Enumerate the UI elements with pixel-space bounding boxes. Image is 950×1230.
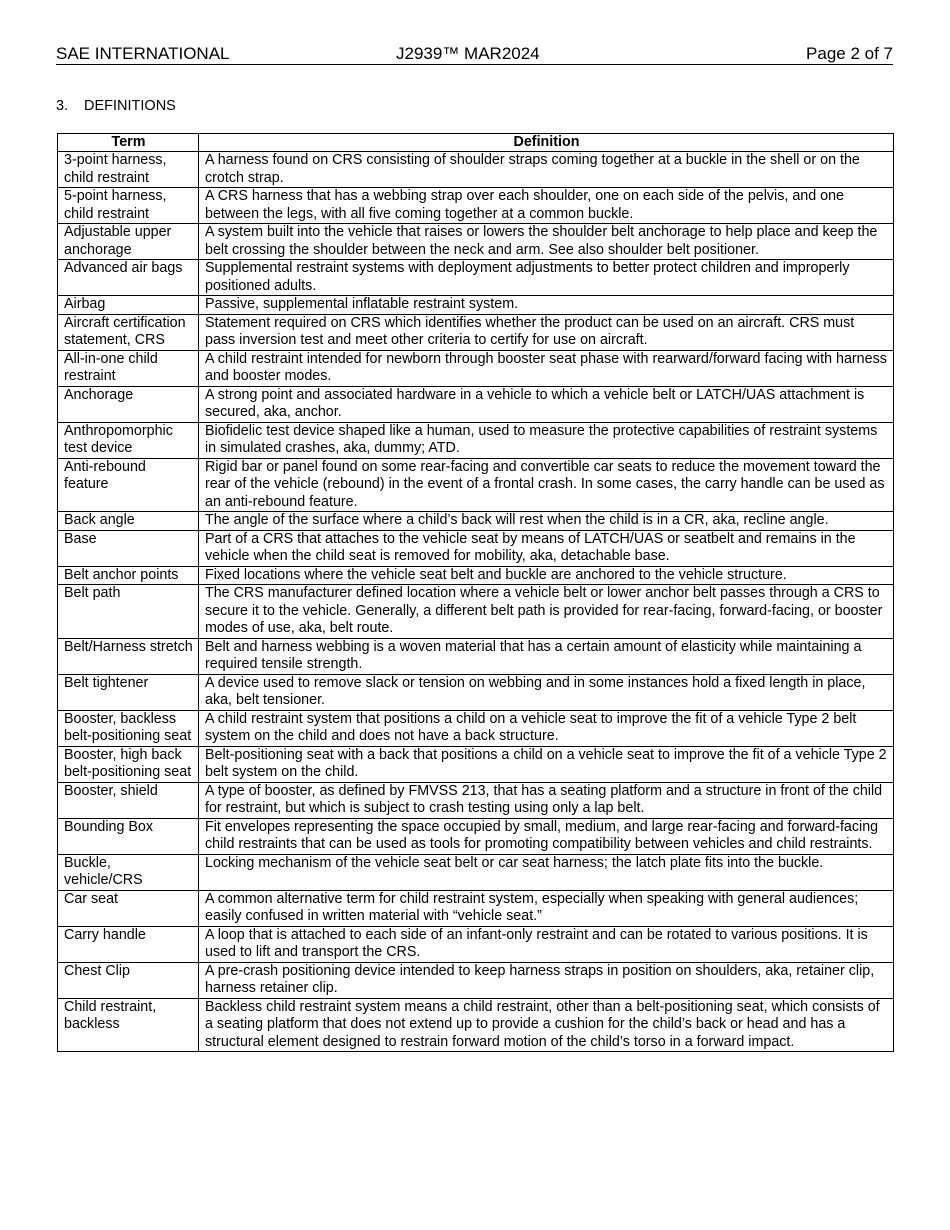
table-row — [58, 998, 894, 1052]
term-cell: Booster, backless belt-positioning seat — [58, 710, 199, 746]
table-row — [58, 296, 894, 315]
term-cell: Belt path — [58, 585, 199, 639]
table-row — [58, 782, 894, 818]
definition-cell: A harness found on CRS consisting of shoulder straps coming together at a buckle in the shell or on the crotch strap. — [199, 152, 894, 188]
section-title: DEFINITIONS — [84, 98, 176, 114]
definition-cell: A type of booster, as defined by FMVSS 213, that has a seating platform and a structure in front of the child for restraint, but which is subject to crash testing using only a lap belt. — [199, 782, 894, 818]
term-cell: Anchorage — [58, 386, 199, 422]
definition-cell: Belt-positioning seat with a back that positions a child on a vehicle seat to improve the fit of a vehicle Type 2 belt system on the child. — [199, 746, 894, 782]
header-org: SAE INTERNATIONAL — [56, 44, 230, 63]
definition-cell: A loop that is attached to each side of an infant-only restraint and can be rotated to various positions. It is used to lift and transport the CRS. — [199, 926, 894, 962]
term-cell: Bounding Box — [58, 818, 199, 854]
definition-cell: Statement required on CRS which identifies whether the product can be used on an aircraft. CRS must pass inversion test and meet other criteria to certify for use on aircraft. — [199, 314, 894, 350]
term-cell: Belt anchor points — [58, 566, 199, 585]
definitions-table-body — [58, 152, 894, 1052]
table-row — [58, 638, 894, 674]
column-header-term: Term — [58, 134, 199, 152]
table-row — [58, 566, 894, 585]
definition-cell: The CRS manufacturer defined location where a vehicle belt or lower anchor belt passes through a CRS to secure it to the vehicle. Generally, a different belt path is provided for rear-facing, forward-facing, or booster modes of use, aka, belt route. — [199, 585, 894, 639]
term-cell: Booster, high back belt-positioning seat — [58, 746, 199, 782]
column-header-definition: Definition — [199, 134, 894, 152]
section-heading — [56, 97, 176, 115]
term-cell: Carry handle — [58, 926, 199, 962]
table-row — [58, 512, 894, 531]
definition-cell: A pre-crash positioning device intended to keep harness straps in position on shoulders, aka, retainer clip, harness retainer clip. — [199, 962, 894, 998]
table-row — [58, 260, 894, 296]
definition-cell: A child restraint system that positions a child on a vehicle seat to improve the fit of a vehicle Type 2 belt system on the child and does not have a back structure. — [199, 710, 894, 746]
term-cell: Aircraft certification statement, CRS — [58, 314, 199, 350]
table-row — [58, 422, 894, 458]
table-row — [58, 585, 894, 639]
definition-cell: A CRS harness that has a webbing strap over each shoulder, one on each side of the pelvis, and one between the legs, with all five coming together at a common buckle. — [199, 188, 894, 224]
header-doc-id: J2939™ MAR2024 — [396, 44, 540, 63]
term-cell: 3-point harness, child restraint — [58, 152, 199, 188]
term-cell: Anti-rebound feature — [58, 458, 199, 512]
term-cell: Anthropomorphic test device — [58, 422, 199, 458]
definition-cell: A child restraint intended for newborn through booster seat phase with rearward/forward facing with harness and booster modes. — [199, 350, 894, 386]
table-row — [58, 674, 894, 710]
term-cell: Chest Clip — [58, 962, 199, 998]
term-cell: Booster, shield — [58, 782, 199, 818]
table-row — [58, 458, 894, 512]
definition-cell: Biofidelic test device shaped like a human, used to measure the protective capabilities of restraint systems in simulated crashes, aka, dummy; ATD. — [199, 422, 894, 458]
definition-cell: Passive, supplemental inflatable restraint system. — [199, 296, 894, 315]
table-row — [58, 926, 894, 962]
definition-cell: A common alternative term for child restraint system, especially when speaking with general audiences; easily confused in written material with “vehicle seat.” — [199, 890, 894, 926]
definition-cell: Belt and harness webbing is a woven material that has a certain amount of elasticity while maintaining a required tensile strength. — [199, 638, 894, 674]
term-cell: 5-point harness, child restraint — [58, 188, 199, 224]
definition-cell: Locking mechanism of the vehicle seat belt or car seat harness; the latch plate fits into the buckle. — [199, 854, 894, 890]
term-cell: Adjustable upper anchorage — [58, 224, 199, 260]
definition-cell: Fixed locations where the vehicle seat belt and buckle are anchored to the vehicle structure. — [199, 566, 894, 585]
term-cell: Base — [58, 530, 199, 566]
section-number: 3. — [56, 98, 69, 114]
table-header-row — [58, 134, 894, 152]
table-row — [58, 530, 894, 566]
table-row — [58, 224, 894, 260]
table-row — [58, 890, 894, 926]
table-row — [58, 152, 894, 188]
definition-cell: A device used to remove slack or tension on webbing and in some instances hold a fixed length in place, aka, belt tensioner. — [199, 674, 894, 710]
definition-cell: A strong point and associated hardware in a vehicle to which a vehicle belt or LATCH/UAS attachment is secured, aka, anchor. — [199, 386, 894, 422]
term-cell: Buckle, vehicle/CRS — [58, 854, 199, 890]
table-row — [58, 746, 894, 782]
definition-cell: Fit envelopes representing the space occupied by small, medium, and large rear-facing and forward-facing child restraints that can be used as tools for promoting compatibility between vehicles and child restraints. — [199, 818, 894, 854]
definition-cell: The angle of the surface where a child’s back will rest when the child is in a CR, aka, recline angle. — [199, 512, 894, 531]
table-row — [58, 350, 894, 386]
table-row — [58, 188, 894, 224]
page-header — [56, 44, 893, 65]
definition-cell: Supplemental restraint systems with deployment adjustments to better protect children and improperly positioned adults. — [199, 260, 894, 296]
term-cell: Back angle — [58, 512, 199, 531]
table-row — [58, 314, 894, 350]
term-cell: Belt/Harness stretch — [58, 638, 199, 674]
table-row — [58, 386, 894, 422]
definition-cell: Backless child restraint system means a child restraint, other than a belt-positioning seat, which consists of a seating platform that does not extend up to provide a cushion for the child’s back or head and has a structural element designed to restrain forward motion of the child’s torso in a forward impact. — [199, 998, 894, 1052]
table-row — [58, 962, 894, 998]
definition-cell: Part of a CRS that attaches to the vehicle seat by means of LATCH/UAS or seatbelt and remains in the vehicle when the child seat is removed for mobility, aka, detachable base. — [199, 530, 894, 566]
definition-cell: A system built into the vehicle that raises or lowers the shoulder belt anchorage to help place and keep the belt crossing the shoulder between the neck and arm. See also shoulder belt positioner. — [199, 224, 894, 260]
table-row — [58, 818, 894, 854]
term-cell: Airbag — [58, 296, 199, 315]
table-row — [58, 854, 894, 890]
term-cell: Belt tightener — [58, 674, 199, 710]
term-cell: Car seat — [58, 890, 199, 926]
header-page-number: Page 2 of 7 — [806, 44, 893, 63]
definitions-table — [57, 133, 894, 1052]
term-cell: Child restraint, backless — [58, 998, 199, 1052]
table-row — [58, 710, 894, 746]
term-cell: All-in-one child restraint — [58, 350, 199, 386]
term-cell: Advanced air bags — [58, 260, 199, 296]
definition-cell: Rigid bar or panel found on some rear-facing and convertible car seats to reduce the movement toward the rear of the vehicle (rebound) in the event of a frontal crash. In some cases, the carry handle can be used as an anti-rebound feature. — [199, 458, 894, 512]
